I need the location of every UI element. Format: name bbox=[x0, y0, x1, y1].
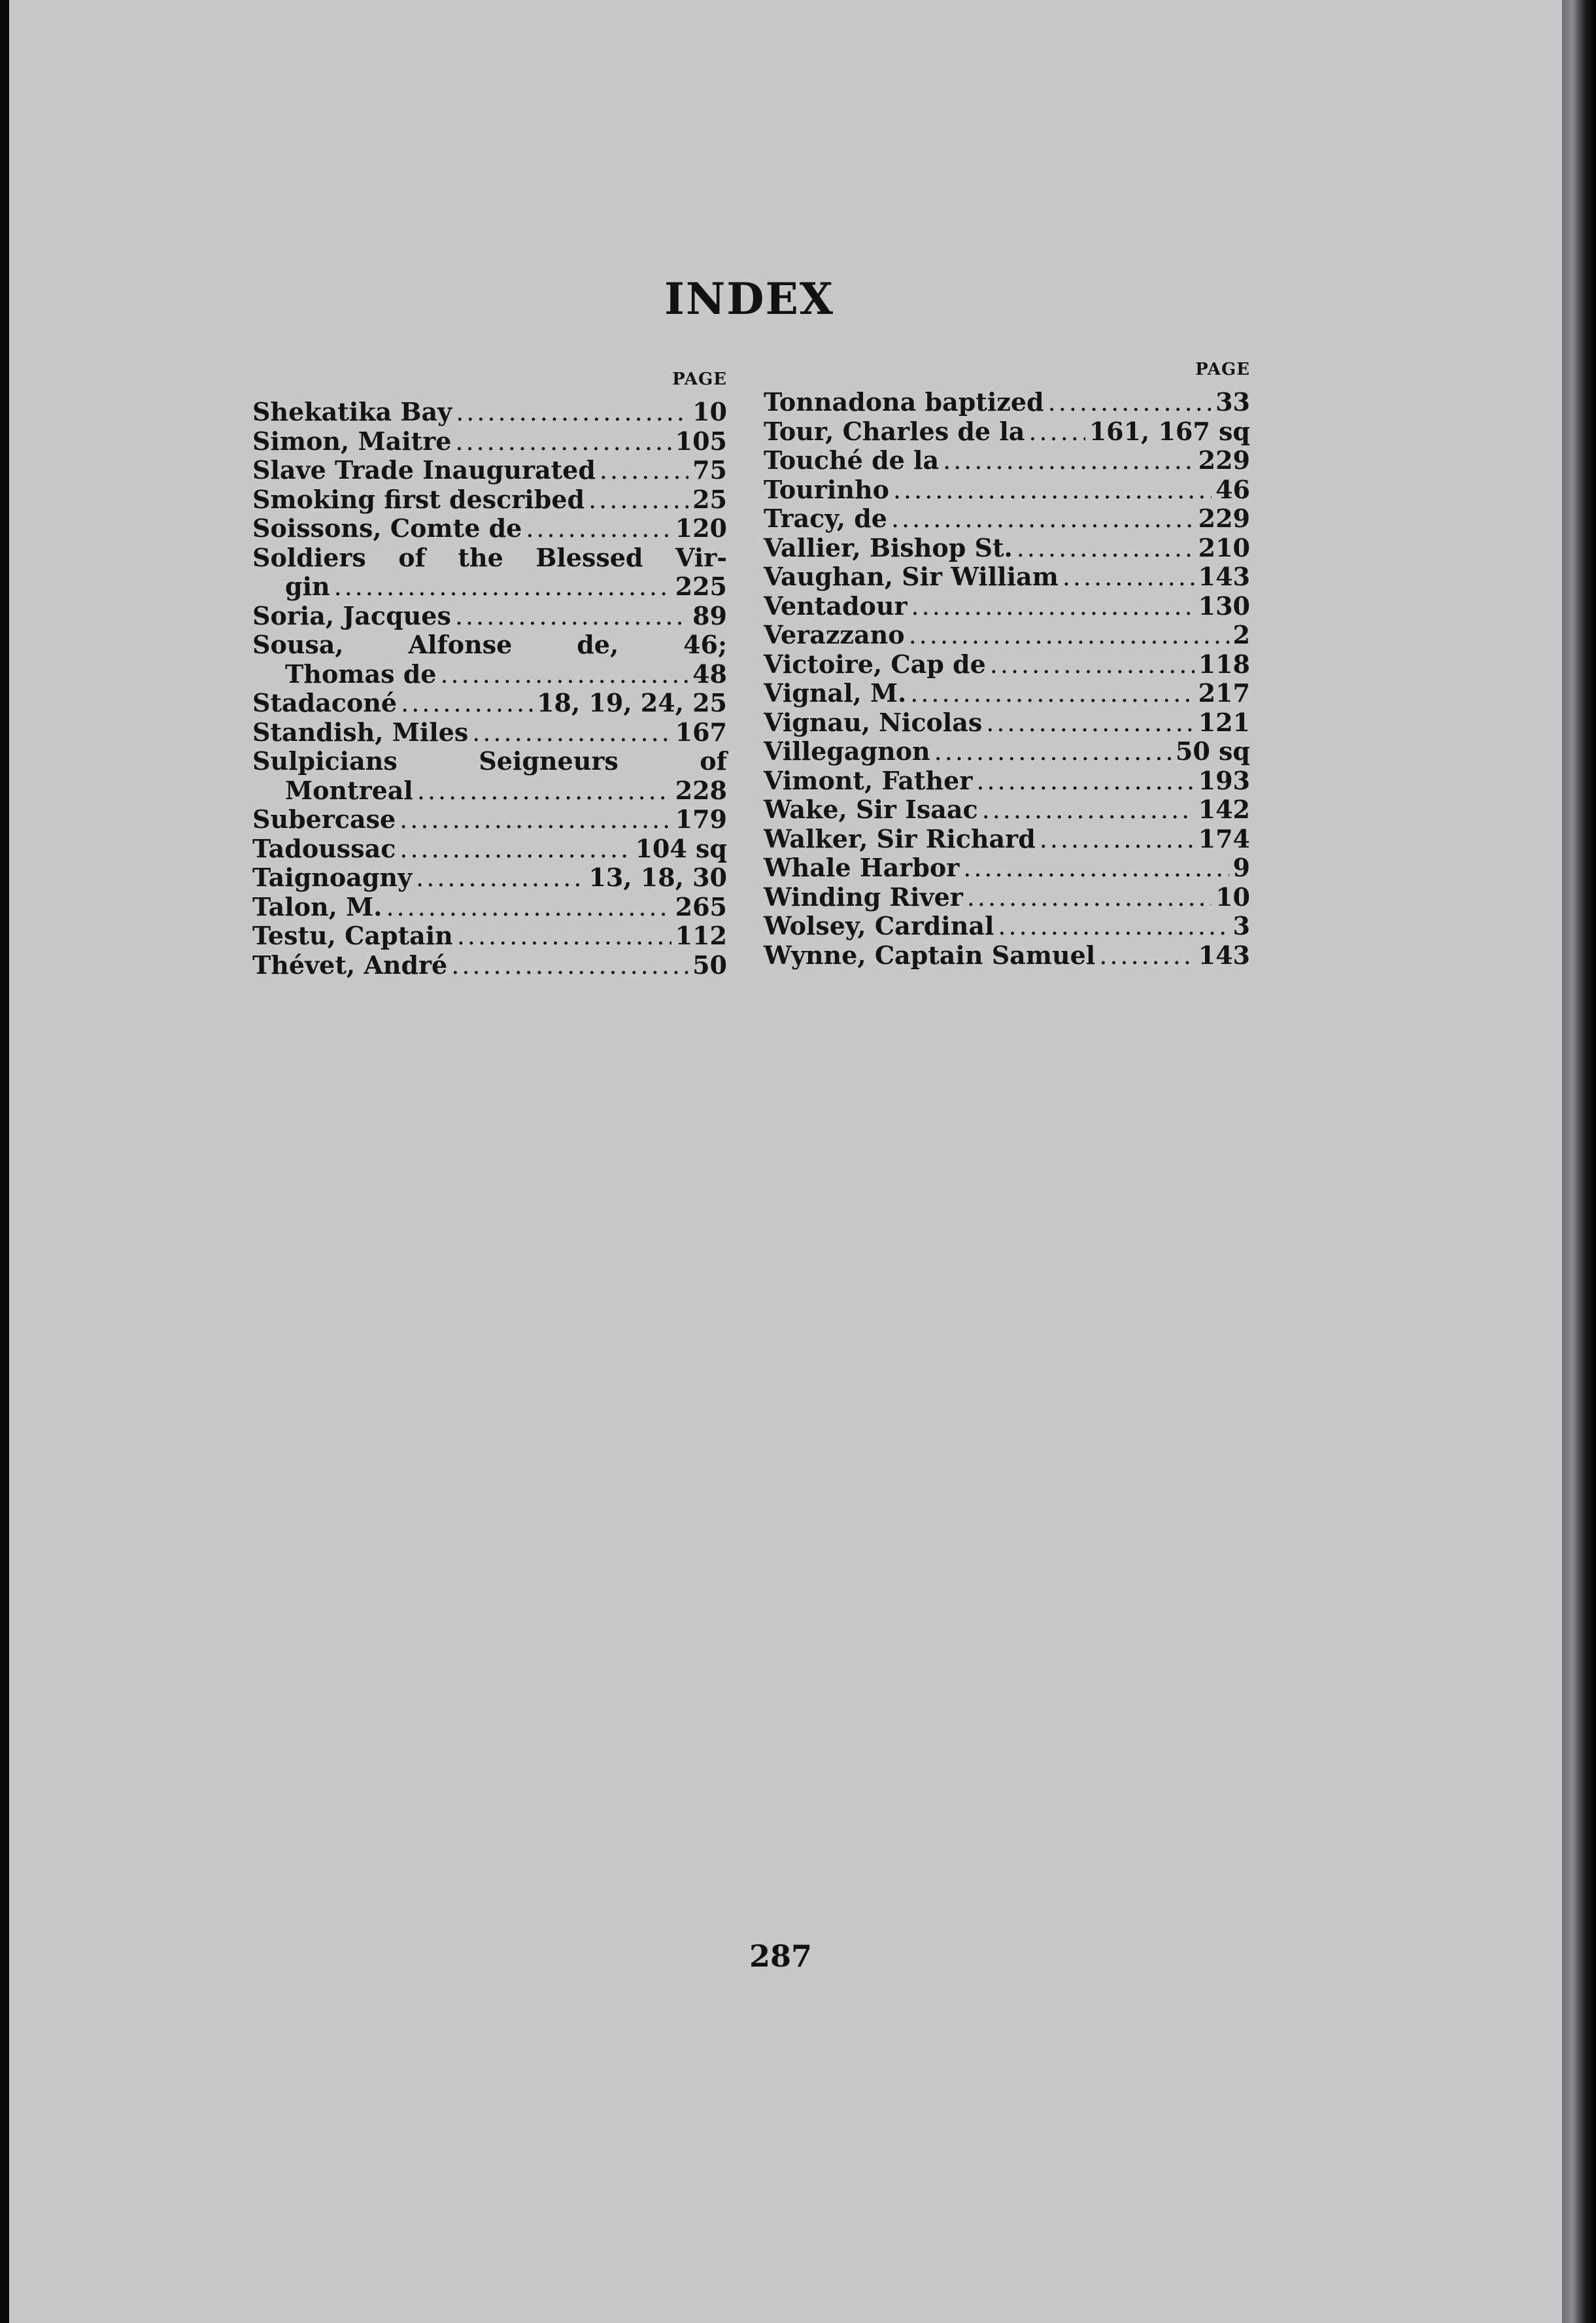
index-entry bbox=[252, 602, 727, 631]
entry-page: 105 bbox=[675, 426, 727, 456]
index-entry bbox=[764, 388, 1250, 417]
index-entry bbox=[252, 630, 727, 660]
dot-leader bbox=[440, 660, 688, 689]
entry-page: 265 bbox=[675, 891, 727, 921]
entry-name: Winding River bbox=[764, 882, 963, 912]
entry-name: Vignau, Nicolas bbox=[764, 707, 983, 737]
entry-name: Taignoagny bbox=[252, 863, 413, 892]
entry-name: Tadoussac bbox=[252, 833, 396, 863]
index-entry bbox=[252, 398, 727, 427]
dot-leader bbox=[943, 446, 1195, 475]
index-entry bbox=[764, 592, 1250, 621]
entry-page: 142 bbox=[1198, 795, 1250, 824]
entry-name: Wake, Sir Isaac bbox=[764, 795, 978, 824]
entry-page: 228 bbox=[675, 775, 727, 805]
entry-page: 104 sq bbox=[635, 833, 727, 863]
entry-name: Standish, Miles bbox=[252, 717, 469, 747]
scan-left-edge bbox=[0, 0, 9, 2323]
entry-name: Subercase bbox=[252, 804, 396, 834]
entry-name: Vallier, Bishop St. bbox=[764, 532, 1013, 562]
dot-leader bbox=[386, 893, 671, 922]
page-column-header: PAGE bbox=[1195, 360, 1250, 379]
dot-leader bbox=[1048, 388, 1212, 417]
dot-leader bbox=[399, 805, 671, 835]
index-entry bbox=[252, 893, 727, 922]
entry-page: 10 bbox=[1215, 882, 1250, 912]
index-entry bbox=[764, 853, 1250, 883]
dot-leader bbox=[963, 853, 1229, 883]
entry-name: Villegagnon bbox=[764, 736, 930, 766]
entry-page: 112 bbox=[675, 921, 727, 950]
entry-name: Touché de la bbox=[764, 445, 940, 475]
entry-name: Sulpicians Seigneurs of bbox=[252, 746, 727, 776]
entry-name: Tracy, de bbox=[764, 504, 887, 533]
page-column-header: PAGE bbox=[672, 370, 727, 389]
entry-page: 143 bbox=[1198, 940, 1250, 970]
entry-name: Vignal, M. bbox=[764, 678, 907, 708]
entry-page: 33 bbox=[1215, 387, 1250, 417]
entry-page: 167 bbox=[675, 717, 727, 747]
page-number: 287 bbox=[749, 1938, 813, 1974]
index-entry bbox=[764, 825, 1250, 854]
dot-leader bbox=[399, 835, 631, 864]
entry-name: Thomas de bbox=[285, 659, 437, 689]
index-entry bbox=[764, 766, 1250, 796]
entry-name: Tourinho bbox=[764, 474, 889, 504]
entry-name: Whale Harbor bbox=[764, 853, 960, 882]
entry-page: 130 bbox=[1198, 591, 1250, 621]
scan-right-edge bbox=[1562, 0, 1596, 2323]
index-entry bbox=[764, 562, 1250, 592]
entry-name: Soria, Jacques bbox=[252, 600, 451, 630]
index-column-right bbox=[764, 356, 1250, 970]
index-entry bbox=[764, 621, 1250, 650]
entry-name: Vimont, Father bbox=[764, 765, 973, 795]
entry-page: 229 bbox=[1198, 504, 1250, 533]
dot-leader bbox=[909, 621, 1229, 650]
entry-page: 193 bbox=[1198, 765, 1250, 795]
entry-name: Montreal bbox=[285, 775, 413, 805]
entry-page: 50 bbox=[692, 950, 727, 980]
index-entry bbox=[764, 475, 1250, 505]
dot-leader bbox=[934, 737, 1172, 766]
dot-leader bbox=[1099, 941, 1194, 971]
index-entry bbox=[764, 679, 1250, 708]
index-entry bbox=[764, 504, 1250, 534]
entry-page: 75 bbox=[692, 455, 727, 485]
dot-leader bbox=[472, 718, 671, 748]
dot-leader bbox=[1062, 562, 1195, 592]
dot-leader bbox=[891, 504, 1195, 534]
dot-leader bbox=[416, 863, 585, 893]
index-column-left bbox=[252, 366, 727, 980]
index-entry bbox=[764, 417, 1250, 447]
entry-name: Stadaconé bbox=[252, 688, 398, 717]
entry-name: Soissons, Comte de bbox=[252, 513, 522, 543]
entry-page: 217 bbox=[1198, 678, 1250, 708]
entry-page: 210 bbox=[1198, 532, 1250, 562]
entry-name: Shekatika Bay bbox=[252, 397, 452, 426]
entry-name: Wolsey, Cardinal bbox=[764, 911, 994, 940]
entry-name: gin bbox=[285, 572, 330, 601]
dot-leader bbox=[1028, 417, 1085, 447]
entry-page: 89 bbox=[692, 600, 727, 630]
dot-leader bbox=[417, 776, 671, 806]
index-entry-continuation bbox=[252, 572, 727, 602]
entry-page: 174 bbox=[1198, 823, 1250, 853]
entry-page: 121 bbox=[1198, 707, 1250, 737]
entry-page: 120 bbox=[675, 513, 727, 543]
entry-name: Testu, Captain bbox=[252, 921, 453, 950]
dot-leader bbox=[457, 921, 671, 951]
entry-page: 179 bbox=[675, 804, 727, 834]
index-entry bbox=[764, 912, 1250, 941]
dot-leader bbox=[600, 456, 688, 485]
dot-leader bbox=[982, 795, 1195, 825]
dot-leader bbox=[990, 650, 1195, 680]
dot-leader bbox=[456, 398, 688, 427]
entry-page: 225 bbox=[675, 572, 727, 601]
entry-name: Smoking first described bbox=[252, 484, 585, 514]
index-entry bbox=[252, 951, 727, 980]
dot-leader bbox=[334, 572, 671, 602]
entry-name: Sousa, Alfonse de, 46; bbox=[252, 630, 727, 659]
dot-leader bbox=[893, 475, 1212, 505]
dot-leader bbox=[998, 912, 1229, 941]
index-entry-continuation bbox=[252, 660, 727, 689]
entry-name: Vaughan, Sir William bbox=[764, 562, 1059, 591]
index-entry bbox=[764, 650, 1250, 680]
dot-leader bbox=[910, 679, 1194, 708]
index-entry bbox=[252, 863, 727, 893]
entry-name: Slave Trade Inaugurated bbox=[252, 455, 596, 485]
entry-page: 48 bbox=[692, 659, 727, 689]
dot-leader bbox=[986, 708, 1194, 738]
dot-leader bbox=[588, 485, 688, 515]
dot-leader bbox=[967, 883, 1212, 912]
index-entry bbox=[764, 446, 1250, 475]
entry-page: 25 bbox=[692, 484, 727, 514]
entry-name: Victoire, Cap de bbox=[764, 649, 986, 679]
entry-page: 18, 19, 24, 25 bbox=[537, 688, 727, 717]
entry-name: Walker, Sir Richard bbox=[764, 823, 1036, 853]
entry-name: Ventadour bbox=[764, 591, 908, 621]
index-entry bbox=[252, 456, 727, 485]
entry-name: Wynne, Captain Samuel bbox=[764, 940, 1096, 970]
index-entry bbox=[764, 941, 1250, 971]
dot-leader bbox=[455, 427, 671, 456]
entry-name: Verazzano bbox=[764, 620, 905, 649]
dot-leader bbox=[526, 514, 671, 543]
entry-page: 2 bbox=[1232, 620, 1250, 649]
index-entry bbox=[764, 534, 1250, 563]
index-entry bbox=[252, 921, 727, 951]
dot-leader bbox=[451, 951, 688, 980]
dot-leader bbox=[1040, 825, 1195, 854]
index-entry bbox=[252, 485, 727, 515]
dot-leader bbox=[911, 592, 1195, 621]
entry-name: Simon, Maitre bbox=[252, 426, 452, 456]
entry-page: 50 sq bbox=[1175, 736, 1250, 766]
dot-leader bbox=[455, 602, 688, 631]
index-entry-continuation bbox=[252, 776, 727, 806]
book-page bbox=[9, 0, 1562, 2323]
index-entry bbox=[764, 708, 1250, 738]
index-entry bbox=[252, 543, 727, 573]
dot-leader bbox=[1017, 534, 1195, 563]
index-entry bbox=[764, 795, 1250, 825]
index-entry bbox=[252, 427, 727, 456]
dot-leader bbox=[976, 766, 1194, 796]
entry-page: 118 bbox=[1198, 649, 1250, 679]
entry-page: 3 bbox=[1232, 911, 1250, 940]
entry-name: Thévet, André bbox=[252, 950, 448, 980]
entry-name: Tour, Charles de la bbox=[764, 416, 1025, 446]
entry-name: Tonnadona baptized bbox=[764, 387, 1044, 417]
index-entry bbox=[252, 747, 727, 776]
entry-page: 9 bbox=[1232, 853, 1250, 882]
entry-page: 46 bbox=[1215, 474, 1250, 504]
entry-name: Soldiers of the Blessed Vir- bbox=[252, 542, 727, 572]
dot-leader bbox=[401, 689, 533, 718]
index-entry bbox=[252, 514, 727, 543]
index-entry bbox=[252, 689, 727, 718]
index-entry bbox=[764, 883, 1250, 912]
entry-name: Talon, M. bbox=[252, 891, 382, 921]
entry-page: 13, 18, 30 bbox=[588, 863, 727, 892]
entry-page: 161, 167 sq bbox=[1089, 416, 1250, 446]
page-title: INDEX bbox=[664, 273, 834, 324]
index-entry bbox=[252, 718, 727, 748]
index-entry bbox=[764, 737, 1250, 766]
index-entry bbox=[252, 835, 727, 864]
entry-page: 229 bbox=[1198, 445, 1250, 475]
index-entry bbox=[252, 805, 727, 835]
entry-page: 10 bbox=[692, 397, 727, 426]
entry-page: 143 bbox=[1198, 562, 1250, 591]
